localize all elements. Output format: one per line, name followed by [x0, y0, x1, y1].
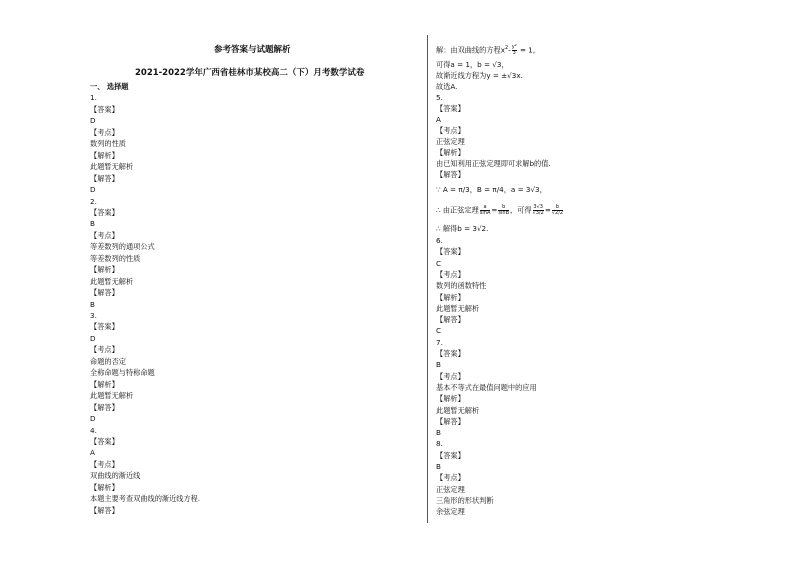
left-line: 【解答】 — [90, 402, 119, 412]
q5-sol-line3: ∴ 解得b = 3√2. — [436, 224, 489, 233]
left-line: 全称命题与特称命题 — [90, 368, 155, 378]
q5-answer-label: 【答案】 — [436, 104, 465, 113]
q5-frac-a — [480, 205, 491, 216]
right-line: B — [436, 360, 441, 370]
left-line: 【解析】 — [90, 150, 119, 160]
right-line: 【答案】 — [436, 450, 465, 460]
left-line: 【解析】 — [90, 379, 119, 389]
right-line: 正弦定理 — [436, 484, 465, 494]
q5-frac-a-num: a — [483, 204, 487, 210]
left-line: B — [90, 219, 95, 229]
left-line: D — [90, 116, 96, 126]
right-line: 【解析】 — [436, 292, 465, 302]
right-line: 【答案】 — [436, 247, 465, 257]
q5-frac-b — [498, 205, 509, 216]
left-line: 1. — [90, 93, 97, 103]
q5-frac-c-num: 3√3 — [533, 204, 543, 210]
right-line: B — [436, 428, 441, 438]
left-line: 此题暂无解析 — [90, 162, 134, 172]
right-line: 三角形的形状判断 — [436, 495, 494, 505]
q5-sol-line2-prefix: ∴ 由正弦定理 — [436, 205, 479, 215]
left-line: 此题暂无解析 — [90, 391, 134, 401]
q5-topic-label: 【考点】 — [436, 126, 465, 135]
left-line: 数列的性质 — [90, 139, 126, 149]
q5-topic: 正弦定理 — [436, 137, 465, 146]
left-line: 等差数列的性质 — [90, 253, 141, 263]
sol4-line4: 故选A. — [436, 82, 458, 91]
q5-frac-d-den: √2/2 — [551, 210, 564, 216]
q5-answer: A — [436, 115, 441, 124]
right-line: C — [436, 258, 442, 268]
right-line: C — [436, 326, 442, 336]
left-line: 【解答】 — [90, 505, 119, 515]
left-line: 【答案】 — [90, 207, 119, 217]
right-line: 【解析】 — [436, 394, 465, 404]
left-line: 【解析】 — [90, 265, 119, 275]
q5-frac-c-den: √3/2 — [532, 210, 544, 216]
right-line: 【答案】 — [436, 349, 465, 358]
left-line: D — [90, 185, 96, 195]
left-line: D — [90, 333, 96, 343]
sol4-line2: 可得a = 1，b = √3， — [436, 60, 509, 69]
left-line: 此题暂无解析 — [90, 276, 134, 286]
q5-sol-line1: ∵ A = π/3，B = π/4，a = 3√3， — [436, 185, 547, 194]
sol4-line1-suffix: = 1, — [517, 45, 536, 55]
left-line: 3. — [90, 311, 97, 320]
right-line: 【考点】 — [436, 269, 465, 279]
left-line: 命题的否定 — [90, 356, 126, 366]
sol4-fraction — [512, 45, 517, 56]
q5-frac-c — [533, 205, 544, 216]
q5-sol-line2: ∴ 由正弦定理 $\frac{a}{\sin A}$ = $\frac{b}{\sin B}$ ，可得 $\frac{3√3}{√3/2}$ = $\frac{b}{√2/2}$ — [436, 204, 564, 216]
right-line: 7. — [436, 337, 443, 347]
right-line: 基本不等式在最值问题中的应用 — [436, 382, 537, 392]
right-line: 【考点】 — [436, 371, 465, 381]
left-line: A — [90, 448, 95, 458]
column-divider — [427, 35, 428, 523]
left-line: 【解析】 — [90, 482, 119, 492]
q5-analysis-label: 【解析】 — [436, 148, 465, 157]
left-line: 【答案】 — [90, 436, 119, 446]
sol4-line1-prefix: 解：由双曲线的方程x — [436, 45, 505, 55]
left-line: B — [90, 299, 95, 309]
q5-frac-b-num: b — [502, 204, 506, 210]
left-line: 【解答】 — [90, 288, 119, 298]
left-line: 【考点】 — [90, 230, 119, 240]
left-line: 【解答】 — [90, 173, 119, 183]
q5-frac-d — [552, 205, 563, 216]
left-line: 本题主要考查双曲线的渐近线方程. — [90, 494, 201, 504]
q5-solution-label: 【解答】 — [436, 170, 465, 179]
q5-number: 5. — [436, 93, 443, 102]
left-line: 等差数列的通项公式 — [90, 242, 155, 252]
right-line: 余弦定理 — [436, 507, 465, 517]
left-line: 4. — [90, 425, 97, 435]
sol4-line3: 故渐近线方程为y = ±√3x. — [436, 71, 523, 80]
left-line: 【考点】 — [90, 345, 119, 355]
sol4-frac-num: y² — [511, 43, 517, 50]
left-line: 【考点】 — [90, 459, 119, 469]
q5-analysis: 由已知利用正弦定理即可求解b的值. — [436, 159, 551, 168]
left-line: 【考点】 — [90, 127, 119, 137]
right-line: B — [436, 462, 441, 471]
right-line: 【解答】 — [436, 315, 465, 325]
q5-sol-line2-mid: ，可得 — [510, 205, 532, 215]
left-line: 一、 选择题 — [90, 82, 129, 91]
left-line: 双曲线的渐近线 — [90, 471, 141, 481]
q5-frac-a-den: sinA — [479, 210, 491, 216]
left-line: 2. — [90, 196, 97, 206]
right-line: 数列的函数特性 — [436, 281, 487, 291]
right-line: 此题暂无解析 — [436, 405, 480, 415]
right-line: 此题暂无解析 — [436, 303, 480, 313]
right-line: 【考点】 — [436, 473, 465, 483]
exam-subtitle: 2021-2022学年广西省桂林市某校高二（下）月考数学试卷 — [135, 68, 365, 78]
document-title: 参考答案与试题解析 — [214, 45, 291, 55]
left-line: 【答案】 — [90, 322, 119, 332]
right-line: 8. — [436, 439, 443, 449]
left-line: D — [90, 414, 96, 424]
right-line: 6. — [436, 236, 443, 245]
q5-frac-b-den: sinB — [498, 210, 510, 216]
q5-frac-d-num: b — [555, 204, 560, 210]
left-line: 【答案】 — [90, 104, 119, 114]
sol4-line1: 解：由双曲线的方程$x^2-$ $\frac{\text{y²}}{3}$ = 1, — [436, 43, 536, 56]
right-line: 【解答】 — [436, 416, 465, 426]
sol4-frac-den: 3 — [512, 49, 516, 56]
